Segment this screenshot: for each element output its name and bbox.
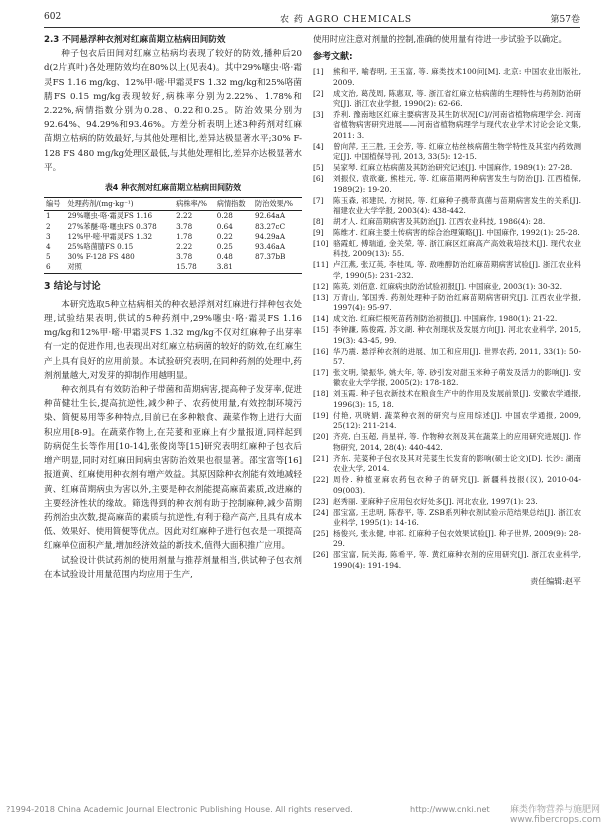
volume-label: 第57卷 [550, 15, 580, 25]
cell-disease-rate: 2.22 [176, 211, 193, 221]
references-title: 参考文献: [313, 51, 353, 62]
reference-text: 周伶. 种植亚麻农药包衣种子的研究[J]. 新疆科技报(汉), 2010-04-09(003). [333, 475, 581, 495]
reference-number: [15] [313, 325, 329, 335]
reference-number: [20] [313, 432, 329, 442]
reference-item [313, 432, 581, 453]
reference-text: 熊和平, 喻春明, 王玉富, 等. 麻类技术100问[M]. 北京: 中国农业出版社, 2009. [333, 67, 581, 87]
reference-number: [14] [313, 314, 329, 324]
section-2-3-paragraph: 种子包衣后田间对红麻立枯病均表现了较好的防效,播种后20 d(2片真叶)各处理防效均在80%以上(见表4)。其中29%噻虫·咯·霜灵FS 1.16 mg/kg、12%甲·嘧·甲霜灵FS 1.32 mg/kg和25%咯菌腈FS 0.15 mg/kg表现较好,病株率分别为2.22%、1.78%和2.22%,病情指数分别为0.28、0.22和0.25。防治效果分别为92.64%、94.29%和93.46%。方差分析表明上述3种药剂对红麻苗期立枯病的防效最好,与其他处理相比,差异达极显著水平;30% F-128 FS 480 mg/kg处理区最低,与其他处理相比,差异亦达极显著水平。 [44, 49, 302, 173]
reference-number: [26] [313, 550, 329, 560]
cell-disease-rate: 2.22 [176, 242, 193, 252]
cell-disease-rate: 15.78 [174, 262, 215, 273]
reference-text: 李钟濂, 陈俊霞, 苏文湖. 种衣剂现状及发展方向[J]. 河北农业科学, 2015, 19(3): 43-45, 99. [333, 325, 581, 345]
reference-text: 胡才人. 红麻苗期病害及其防治[J]. 江西农业科技, 1986(4): 28. [333, 217, 546, 227]
conclusion-paragraph-1: 本研究选取5种立枯病相关的种衣悬浮剂对红麻进行拌种包衣处理,试验结果表明,供试的5种药剂中,29%噻虫·咯·霜灵FS 1.16 mg/kg和12%甲·嘧·甲霜灵FS 1.32 mg/kg不仅对红麻种子出芽率有一定的促进作用,也表现出对红麻立枯病菌的较好的防效,在红麻生产上具有良好的应用前景。本试验研究表明,在同种药剂的处理中,药剂剂量越大,对发芽的抑制作用越明显。 [44, 299, 302, 381]
reference-number: [10] [313, 239, 329, 249]
reference-item [313, 475, 581, 496]
continued-paragraph: 使用时应注意对剂量的控制,准确的使用量有待进一步试验予以确定。 [313, 34, 567, 44]
cell-treatment: 对照 [65, 262, 174, 273]
reference-number: [5] [313, 163, 324, 173]
reference-text: 齐东. 芫荽种子包衣及其对芫荽生长发育的影响(硕士论文)[D]. 长沙: 湖南农业大学, 2014. [333, 453, 581, 474]
conclusion-paragraph-2: 种衣剂具有有效防治种子带菌和苗期病害,提高种子发芽率,促进种苗健壮生长,提高抗逆性,减少种子、农药使用量,有效控制环境污染、简便易用等多种特点,目前已在多种粮食、蔬菜作物上进行大面积应用[8-9]。在蔬菜作物上,在芫荽和亚麻上有少量报道,同样起到防病促生长等作用[10-14],张俊岗等[15]研究表明红麻种子包衣后增产明显,同时对红麻田间病虫害防治效果也很显著。邵宝富等[16]报道黄、红麻使用种衣剂有增产效益。其原因除种衣剂能有效地减轻黄、红麻苗期病虫为害以外,主要是种衣剂能提高麻苗素质,改进麻的主要经济性状的缘故。筛选得到的种衣剂有助于控制麻种,减少苗期药剂治虫次数,提高麻苗的素质与抗逆性,有利于稳产高产,且具有成本低、效果好、使用简便等优点。因此对红麻种子进行包衣是一项提高红麻单位面积产量,增加经济效益的新技术,值得大面积推广应用。 [44, 385, 302, 552]
reference-number: [18] [313, 389, 329, 399]
cell-treatment: 25%咯菌腈FS 0.15 [67, 242, 134, 252]
section-2-3-heading: 2.3 不同悬浮种衣剂对红麻苗期立枯病田间防效 [44, 35, 226, 45]
reference-number: [11] [313, 260, 329, 270]
reference-text: 杨俊兴, 张永健, 申祁. 红麻种子包衣效果试验[J]. 种子世界, 2009(9): 28-29. [333, 528, 581, 549]
cell-disease-index: 0.48 [216, 252, 233, 262]
reference-number: [22] [313, 475, 329, 485]
reference-number: [4] [313, 141, 324, 151]
reference-number: [8] [313, 217, 324, 227]
col-header-control-effect: 防治效果/% [253, 198, 302, 211]
reference-number: [7] [313, 195, 324, 205]
reference-number: [6] [313, 174, 324, 184]
reference-item [313, 411, 581, 432]
cnki-link[interactable]: http://www.cnki.net [410, 804, 490, 814]
cell-disease-index: 0.22 [216, 231, 233, 241]
table-4-caption: 表4 种衣剂对红麻苗期立枯病田间防效 [104, 183, 242, 193]
table-row [44, 262, 302, 273]
reference-item [313, 239, 581, 260]
cell-disease-index: 0.64 [216, 221, 233, 231]
cell-id: 2 [46, 221, 51, 231]
reference-item [313, 368, 581, 389]
reference-text: 邵宝富, 阮关海, 陈希平, 等. 黄红麻种衣剂的应用研究[J]. 浙江农业科学, 1990(4): 191-194. [333, 550, 581, 570]
reference-item [313, 89, 581, 110]
reference-item [313, 217, 581, 227]
cell-control-effect: 92.64aA [254, 211, 286, 221]
cell-treatment: 27%苯醚·咯·噻虫FS 0.378 [67, 221, 157, 231]
reference-text: 吴家琴. 红麻立枯病菌及其防治研究记述[J]. 中国麻作, 1989(1): 27-28. [333, 163, 573, 173]
reference-number: [16] [313, 346, 329, 356]
reference-number: [19] [313, 410, 329, 420]
reference-item [313, 174, 581, 195]
reference-item [313, 508, 581, 529]
reference-item [313, 497, 581, 507]
reference-text: 华乃震. 悬浮种衣剂的进展、加工和应用[J]. 世界农药, 2011, 33(1): 50-57. [333, 346, 581, 367]
responsible-editor: 责任编辑:赵平 [530, 577, 581, 587]
reference-text: 邵宝富, 王忠明, 陈春平, 等. ZSB系列种衣剂试验示范结果总结[J]. 浙江农业科学, 1995(1): 14-16. [333, 507, 581, 527]
reference-number: [2] [313, 88, 324, 98]
reference-text: 陈玉森, 祁建民, 方树民, 等. 红麻种子携带真菌与苗期病害发生的关系[J]. 福建农业大学学报, 2003(4): 438-442. [333, 195, 581, 216]
table-row [44, 242, 302, 252]
reference-text: 齐亮, 白玉超, 肖星祥, 等. 作物种衣剂及其在蔬菜上的应用研究进展[J]. 作物研究, 2014, 28(4): 440-442. [333, 432, 581, 452]
reference-text: 刘玉霞. 种子包衣新技术在粮食生产中的作用及发展前景[J]. 安徽农学通报, 1996(3): 15, 18. [333, 389, 581, 409]
header-rule [44, 27, 580, 28]
reference-text: 刘振仪, 袁欲豪, 熊桂元, 等. 红麻苗期两种病害发生与防治[J]. 江西植保, 1989(2): 19-20. [333, 174, 581, 194]
section-3-heading: 3 结论与讨论 [44, 280, 101, 292]
reference-text: 成文治. 红麻烂根死苗药剂防治初报[J]. 中国麻作, 1980(1): 21-22. [333, 314, 558, 324]
right-column [313, 33, 581, 589]
reference-text: 骆霞虹, 傅瑞道, 金关荣, 等. 浙江麻区红麻高产高效栽培技术[J]. 现代农业科技, 2009(13): 55. [333, 239, 581, 259]
reference-item [313, 293, 581, 314]
reference-item [313, 163, 581, 173]
table-row [44, 232, 302, 242]
col-header-treatment: 处理药剂/(mg·kg⁻¹) [65, 198, 174, 211]
reference-number: [13] [313, 292, 329, 302]
reference-text: 成文治, 葛茂周, 陈惠双, 等. 浙江省红麻立枯病菌的生理特性与药剂防治研究[J]. 浙江农业学报, 1990(2): 62-66. [333, 88, 581, 108]
reference-text: 赵秀丽. 亚麻种子应用包衣好处多[J]. 河北农业, 1997(1): 23. [333, 496, 538, 506]
running-header [44, 12, 580, 26]
cell-disease-rate: 1.78 [176, 231, 193, 241]
reference-list [313, 67, 581, 571]
reference-item [313, 260, 581, 281]
reference-number: [25] [313, 528, 329, 538]
left-column [44, 33, 302, 582]
reference-item [313, 282, 581, 292]
cell-treatment: 30% F-128 FS 480 [67, 252, 135, 262]
cell-control-effect: 87.37bB [254, 252, 286, 262]
table-4 [44, 197, 302, 273]
reference-item [313, 196, 581, 217]
conclusion-paragraph-3: 试验设计供试药剂的使用剂量与推荐剂量相当,供试种子包衣剂在本试验设计用量范围内均应用于生产, [44, 555, 302, 580]
cell-disease-index: 0.28 [216, 211, 233, 221]
cell-id: 1 [46, 211, 51, 221]
table-header-row [44, 198, 302, 211]
reference-number: [17] [313, 368, 329, 378]
reference-text: 陈维才. 红麻主要土传病害的综合治理策略[J]. 中国麻作, 1992(1): 25-28. [333, 228, 580, 238]
reference-text: 张文明, 梁振华, 姚大年, 等. 砂引发对甜玉米种子萌发及活力的影响[J]. 安徽农业大学学报, 2005(2): 178-182. [333, 368, 581, 388]
cell-control-effect: 83.27cC [254, 221, 286, 231]
copyright-notice: ?1994-2018 China Academic Journal Electronic Publishing House. All rights reserved. [6, 804, 353, 814]
reference-item [313, 325, 581, 346]
reference-item [313, 454, 581, 475]
reference-item [313, 389, 581, 410]
cell-disease-index: 3.81 [215, 262, 253, 273]
reference-number: [3] [313, 110, 324, 119]
cell-treatment: 29%噻虫·咯·霜灵FS 1.16 [67, 211, 153, 221]
cell-treatment: 12%甲·嘧·甲霜灵FS 1.32 [67, 231, 153, 241]
reference-item [313, 347, 581, 368]
watermark-text: 麻类作物营养与施肥网 www.fibercrops.com [510, 805, 601, 825]
table-row [44, 222, 302, 232]
reference-item [313, 110, 581, 141]
reference-number: [9] [313, 228, 324, 238]
reference-number: [23] [313, 496, 329, 506]
cell-control-effect: 93.46aA [254, 242, 286, 252]
reference-item [313, 67, 581, 88]
reference-item [313, 550, 581, 571]
reference-text: 乔利. 豫南地区红麻主要病害及其生防状况[C]//河南省植物病理学会. 河南省植物病害研究进展——河南省植物病理学与现代农业学术讨论会论文集, 2011: 3. [333, 110, 581, 140]
reference-number: [12] [313, 281, 329, 291]
table-row [44, 252, 302, 262]
cell-disease-rate: 3.78 [176, 221, 193, 231]
cell-control-effect [253, 262, 302, 273]
reference-text: 卢江燕, 张辽英, 李桂凤, 等. 敌唑醇防治红麻苗期病害试验[J]. 浙江农业科学, 1990(5): 231-232. [333, 260, 581, 280]
col-header-disease-rate: 病株率/% [174, 198, 215, 211]
cell-control-effect: 94.29aA [254, 231, 286, 241]
journal-title: 农 药 AGRO CHEMICALS [280, 15, 413, 25]
reference-number: [24] [313, 507, 329, 517]
reference-number: [1] [313, 67, 324, 77]
reference-item [313, 314, 581, 324]
cell-id: 4 [46, 242, 51, 252]
table-row [44, 211, 302, 222]
cell-disease-index: 0.25 [216, 242, 233, 252]
reference-item [313, 529, 581, 550]
reference-item [313, 228, 581, 238]
reference-item [313, 142, 581, 163]
col-header-id: 编号 [44, 198, 65, 211]
reference-text: 付艳, 巩晓娟. 蔬菜种衣剂的研究与应用综述[J]. 中国农学通报, 2009, 25(12): 211-214. [333, 410, 581, 431]
reference-text: 曾向萍, 王三胜, 王会芳, 等. 红麻立枯丝核病菌生物学特性及其室内药效测定[J]. 中国植保导刊, 2013, 33(5): 12-15. [333, 141, 581, 162]
reference-text: 万青山, 邹国秀. 药剂处理种子防治红麻苗期病害研究[J]. 江西农业学报, 1997(4): 95-97. [333, 292, 581, 313]
cell-id: 5 [46, 252, 51, 262]
reference-text: 陈英, 刘佰意. 红麻病虫防治试验初报[J]. 中国麻业, 2003(1): 30-32. [333, 281, 563, 291]
reference-number: [21] [313, 453, 329, 463]
col-header-disease-index: 病情指数 [215, 198, 253, 211]
cell-id: 6 [44, 262, 65, 273]
page-number: 602 [44, 12, 62, 22]
cell-id: 3 [46, 231, 51, 241]
cell-disease-rate: 3.78 [176, 252, 193, 262]
